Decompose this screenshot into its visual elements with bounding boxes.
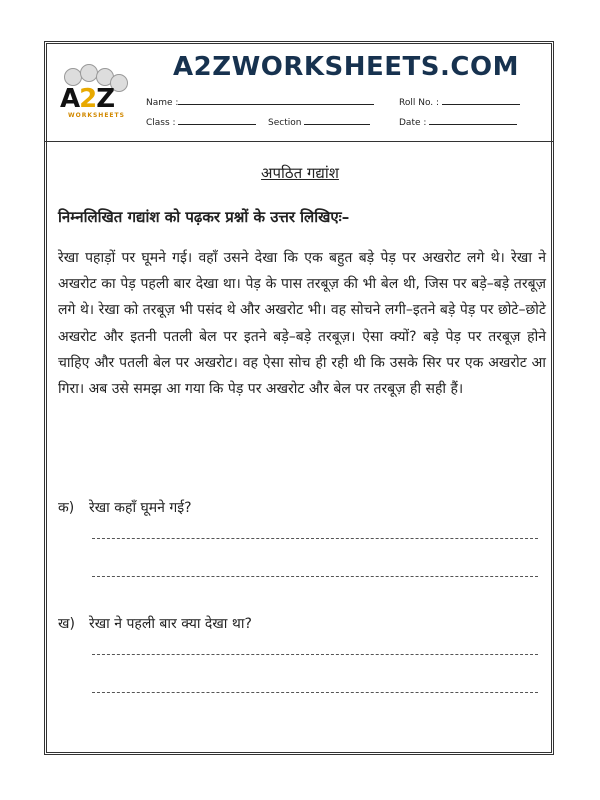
answer-line[interactable] [92, 692, 538, 693]
date-label: Date : [399, 118, 427, 128]
class-line[interactable] [178, 116, 256, 125]
name-line[interactable] [178, 96, 374, 105]
section-line[interactable] [304, 116, 370, 125]
site-title: A2ZWORKSHEETS.COM [173, 52, 519, 82]
date-field[interactable] [399, 116, 517, 128]
question-text: रेखा कहाँ घूमने गई? [89, 500, 192, 516]
answer-line[interactable] [92, 538, 538, 539]
section-field[interactable] [268, 116, 370, 128]
answer-line[interactable] [92, 576, 538, 577]
question-number: ख) [58, 616, 75, 632]
question-number: क) [58, 500, 75, 516]
a2z-logo [54, 74, 134, 120]
question-1 [58, 498, 192, 517]
roll-no-label: Roll No. : [399, 98, 440, 108]
instruction: निम्नलिखित गद्यांश को पढ़कर प्रश्नों के उत्तर लिखिएः– [58, 208, 350, 226]
logo-tagline: WORKSHEETS [68, 112, 125, 119]
question-2 [58, 614, 252, 633]
worksheet-title: अपठित गद्यांश [261, 164, 339, 182]
roll-no-line[interactable] [442, 96, 520, 105]
roll-no-field[interactable] [399, 96, 520, 108]
passage: रेखा पहाड़ों पर घूमने गई। वहाँ उसने देखा कि एक बहुत बड़े पेड़ पर अखरोट लगे थे। रेखा ने अखरोट का पेड़ पहली बार देखा था। पेड़ के पास तरबूज़ की भी बेल थी, जिस पर बड़े–बड़े तरबूज़ लगे थे। रेखा को तरबूज़ भी पसंद थे और अखरोट भी। वह सोचने लगी–इतने बड़े पेड़ पर छोटे–छोटे अखरोट और इतनी पतली बेल पर इतने बड़े–बड़े तरबूज़। ऐसा क्यों? बड़े पेड़ पर तरबूज़ होने चाहिए और पतली बेल पर अखरोट। वह ऐसा सोच ही रही थी कि उसके सिर पर एक अखरोट आ गिरा। अब उसे समझ आ गया कि पेड़ पर अखरोट और बेल पर तरबूज़ ही सही हैं। [58, 250, 546, 398]
class-field[interactable] [146, 116, 256, 128]
name-field[interactable] [146, 96, 374, 108]
date-line[interactable] [429, 116, 517, 125]
header-divider [44, 141, 554, 142]
answer-line[interactable] [92, 654, 538, 655]
logo-text: A2Z [60, 84, 115, 114]
section-label: Section [268, 118, 302, 128]
question-text: रेखा ने पहली बार क्या देखा था? [89, 616, 252, 632]
name-label: Name : [146, 98, 179, 108]
class-label: Class : [146, 118, 176, 128]
